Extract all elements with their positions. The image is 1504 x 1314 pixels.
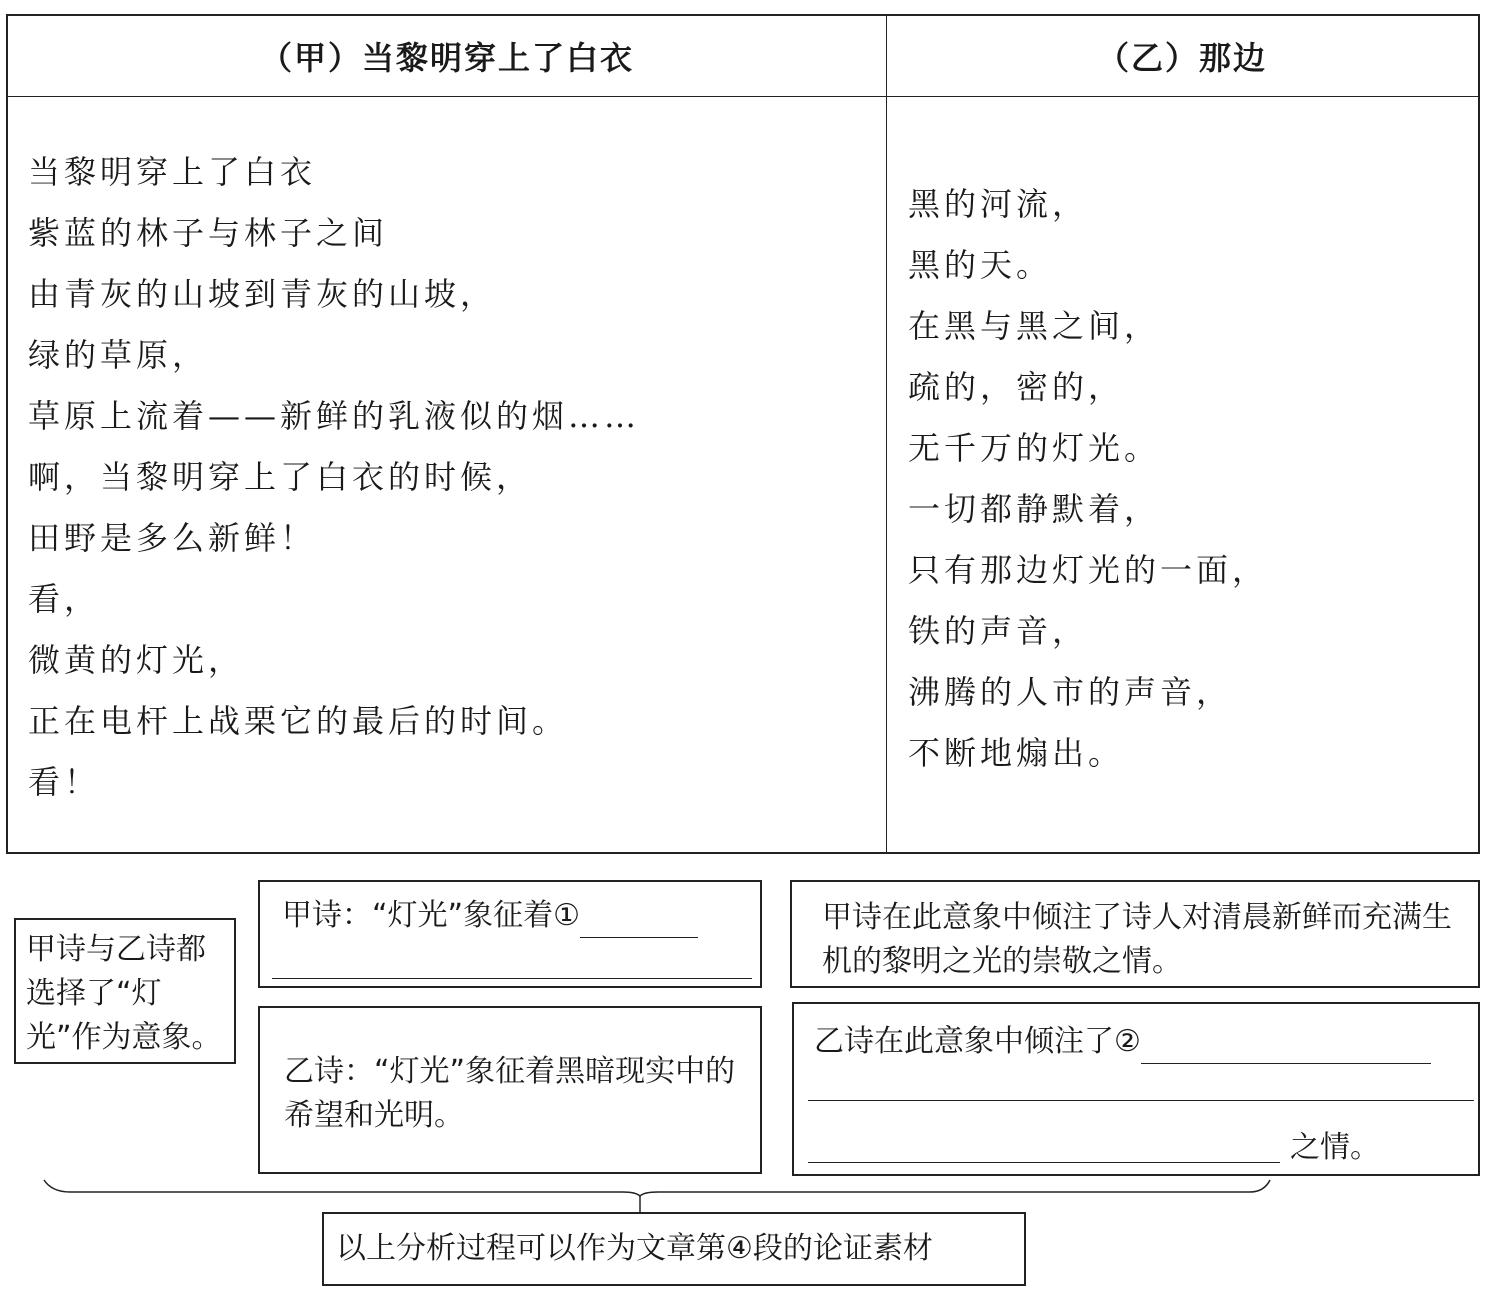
poem-line: 微黄的灯光， (28, 641, 245, 679)
both-poems-text: 甲诗与乙诗都选择了“灯光”作为意象。 (26, 932, 222, 1055)
poem-line: 正在电杆上战栗它的最后的时间。 (28, 702, 569, 740)
conclusion-box (322, 1212, 1026, 1286)
conclusion-text: 以上分析过程可以作为文章第④段的论证素材 (336, 1231, 933, 1266)
poem-line: 黑的天。 (908, 246, 1053, 284)
poem-jia-title: （甲）当黎明穿上了白衣 (259, 39, 634, 77)
poem-line: 不断地煽出。 (908, 734, 1125, 772)
jia-symbol-prefix: 甲诗：“灯光”象征着① (282, 898, 580, 933)
poem-line: 草原上流着——新鲜的乳液似的烟…… (28, 397, 641, 435)
poem-line: 在黑与黑之间， (908, 307, 1161, 345)
poem-line: 沸腾的人市的声音， (908, 673, 1233, 711)
poem-line: 一切都静默着， (908, 490, 1161, 528)
poem-line: 啊，当黎明穿上了白衣的时候， (28, 458, 533, 496)
jia-emotion-text: 甲诗在此意象中倾注了诗人对清晨新鲜而充满生机的黎明之光的崇敬之情。 (822, 900, 1452, 979)
poem-line: 看！ (28, 763, 101, 801)
poem-line: 看， (28, 580, 101, 618)
yi-emotion-suffix: 之情。 (1290, 1130, 1380, 1165)
poem-line: 紫蓝的林子与林子之间 (28, 214, 389, 252)
poem-line: 疏的，密的， (908, 368, 1125, 406)
poem-line: 铁的声音， (908, 612, 1089, 650)
poem-line: 由青灰的山坡到青灰的山坡， (28, 275, 497, 313)
poem-line: 只有那边灯光的一面， (908, 551, 1269, 589)
yi-emotion-prefix: 乙诗在此意象中倾注了② (814, 1024, 1141, 1059)
poem-line: 绿的草原， (28, 336, 209, 374)
poem-line: 田野是多么新鲜！ (28, 519, 317, 557)
poem-line: 无千万的灯光。 (908, 429, 1161, 467)
poem-yi-title: （乙）那边 (1096, 39, 1267, 77)
yi-symbol-text: 乙诗：“灯光”象征着黑暗现实中的希望和光明。 (284, 1054, 736, 1133)
poem-line: 黑的河流， (908, 185, 1089, 223)
poem-line: 当黎明穿上了白衣 (28, 153, 317, 191)
